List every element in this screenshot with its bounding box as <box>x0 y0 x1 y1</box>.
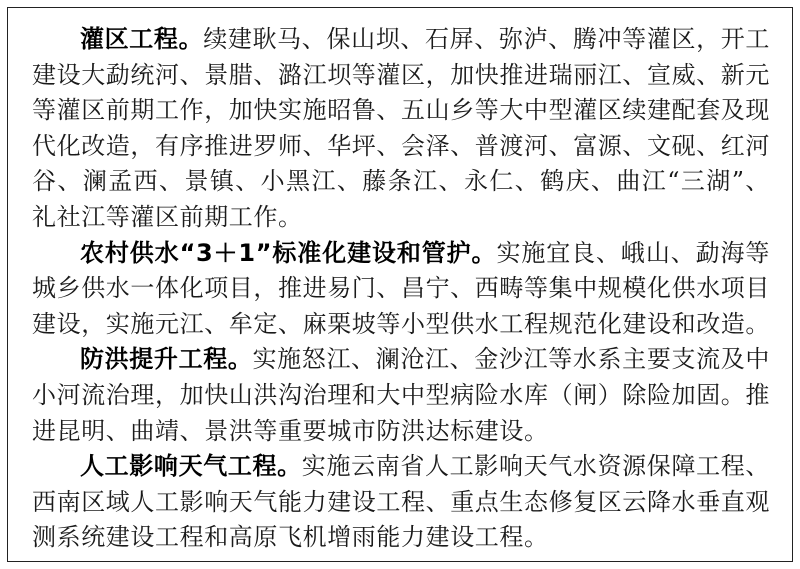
heading-flood-control: 防洪提升工程。 <box>80 345 253 374</box>
paragraph-irrigation <box>32 22 770 236</box>
heading-irrigation: 灌区工程。 <box>80 25 204 53</box>
heading-weather-modification: 人工影响天气工程。 <box>80 452 302 481</box>
paragraph-rural-water <box>32 236 770 343</box>
body-rural-water: 实施宜良、峨山、勐海等城乡供水一体化项目，推进易门、昌宁、西畴等集中规模化供水项目建设，实施元江、牟定、麻栗坡等小型供水工程规范化建设和改造。 <box>32 238 770 338</box>
body-weather-modification: 实施云南省人工影响天气水资源保障工程、西南区域人工影响天气能力建设工程、重点生态修复区云降水垂直观测系统建设工程和高原飞机增雨能力建设工程。 <box>32 452 770 552</box>
paragraph-flood-control <box>32 342 770 449</box>
body-irrigation: 续建耿马、保山坝、石屏、弥泸、腾冲等灌区，开工建设大勐统河、景腊、潞江坝等灌区，加快推进瑞丽江、宣威、新元等灌区前期工作，加快实施昭鲁、五山乡等大中型灌区续建配套及现代化改造，有序推进罗师、华坪、会泽、普渡河、富源、文砚、红河谷、澜孟西、景镇、小黑江、藤条江、永仁、鹤庆、曲江“三湖”、礼社江等灌区前期工作。 <box>32 25 770 231</box>
paragraph-weather-modification <box>32 449 770 556</box>
document-box <box>7 7 793 562</box>
body-flood-control: 实施怒江、澜沧江、金沙江等水系主要支流及中小河流治理，加快山洪沟治理和大中型病险水库（闸）除险加固。推进昆明、曲靖、景洪等重要城市防洪达标建设。 <box>32 345 770 445</box>
heading-rural-water: 农村供水“3＋1”标准化建设和管护。 <box>80 238 497 267</box>
